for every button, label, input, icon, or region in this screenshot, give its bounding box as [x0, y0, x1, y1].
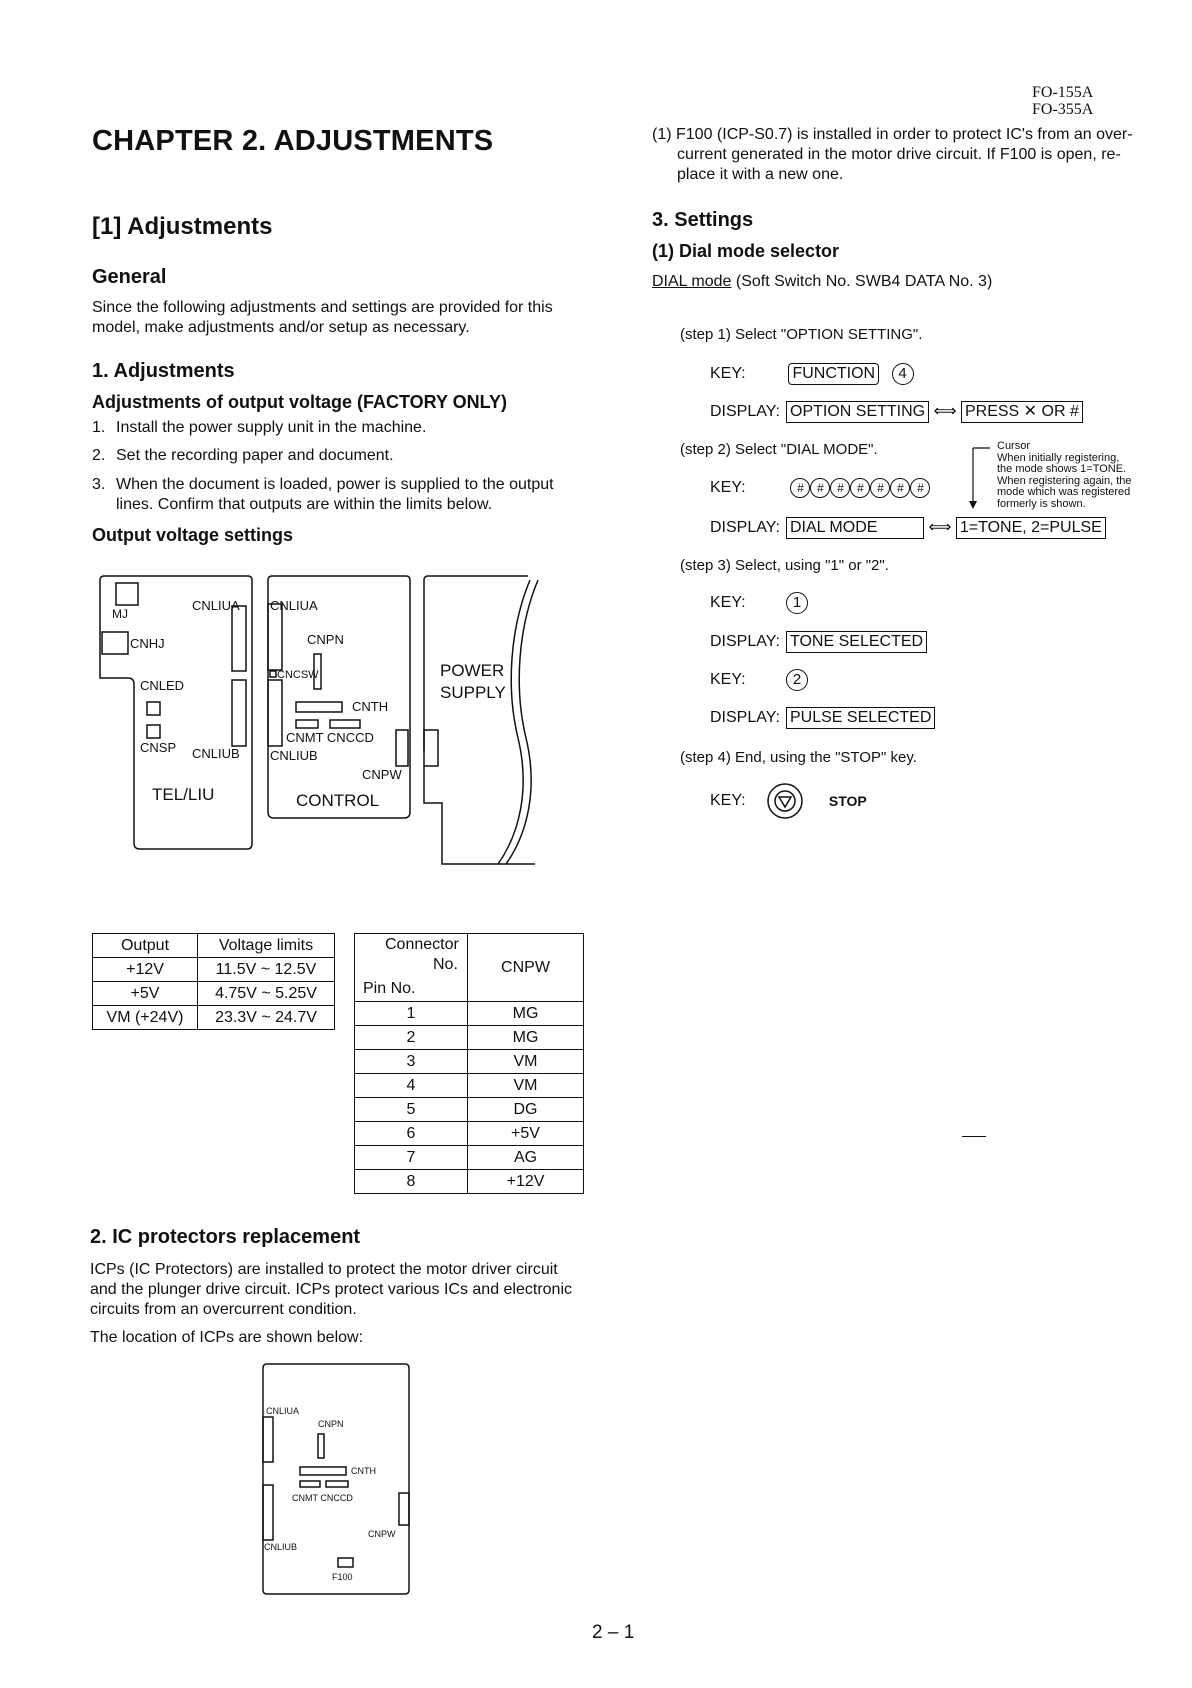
dial-mode-description [652, 272, 992, 292]
display-label: DISPLAY: [710, 633, 780, 650]
cursor-note-line: the mode shows 1=TONE. [997, 463, 1127, 475]
hash-key[interactable]: # [810, 478, 830, 498]
hash-key[interactable]: # [830, 478, 850, 498]
display-label: DISPLAY: [710, 709, 780, 726]
model-header [1032, 84, 1093, 118]
label-cnpw: CNPW [362, 767, 402, 782]
table-row [355, 1074, 584, 1098]
label-cnliua: CNLIUA [192, 598, 240, 613]
display-option-setting: OPTION SETTING [786, 401, 929, 423]
icp-label-f100: F100 [332, 1572, 353, 1582]
dial-mode-switch-info: (Soft Switch No. SWB4 DATA No. 3) [731, 273, 993, 290]
cursor-note-line: When registering again, the [997, 474, 1132, 487]
voltage-limits-table [92, 933, 335, 1030]
step-number: 2. [92, 447, 106, 464]
connector-pin-table [354, 933, 584, 1194]
stop-key-icon[interactable] [766, 782, 804, 820]
cursor-indicator-icon [965, 443, 995, 513]
display-tone-selected: TONE SELECTED [786, 631, 927, 653]
cursor-note-line: mode which was registered [997, 486, 1131, 498]
table-header-cell: Output [93, 934, 198, 958]
general-heading: General [92, 266, 167, 288]
table-cell: MG [468, 1002, 584, 1026]
step3-key-row-1 [710, 592, 808, 614]
stop-label: STOP [828, 793, 867, 809]
table-cell: 4.75V ~ 5.25V [198, 982, 335, 1006]
table-cell: AG [468, 1146, 584, 1170]
hash-key[interactable]: # [890, 478, 910, 498]
table-cell: 5 [355, 1098, 468, 1122]
icp-location-text: The location of ICPs are shown below: [90, 1329, 364, 1346]
cursor-note [997, 441, 1132, 510]
f100-note [652, 125, 1162, 185]
table-cell: +5V [468, 1122, 584, 1146]
general-text-line: Since the following adjustments and settings are provided for this [92, 299, 553, 316]
table-cell: 6 [355, 1122, 468, 1146]
table-cell: VM (+24V) [93, 1006, 198, 1030]
step2-display-row [710, 517, 1106, 539]
key-1[interactable]: 1 [786, 592, 808, 614]
label-power: POWER [440, 661, 505, 680]
table-cell: 7 [355, 1146, 468, 1170]
table-row [355, 1170, 584, 1194]
stray-mark [962, 1136, 986, 1137]
table-cell: +12V [93, 958, 198, 982]
table-cell: 23.3V ~ 24.7V [198, 1006, 335, 1030]
label-cnsp: CNSP [140, 740, 177, 755]
icp-label-cnliua: CNLIUA [266, 1406, 300, 1416]
step1-key-row [710, 363, 914, 385]
icp-location-diagram [260, 1362, 412, 1598]
general-text-line: model, make adjustments and/or setup as necessary. [92, 319, 470, 336]
output-voltage-settings-heading: Output voltage settings [92, 525, 294, 545]
note-line: (1) F100 (ICP-S0.7) is installed in order to protect IC's from an over- [652, 126, 1133, 143]
connector-header-cell [355, 934, 468, 1002]
icp-label-cnpn: CNPN [318, 1419, 344, 1429]
cursor-label: Cursor [997, 440, 1031, 452]
step1-text: (step 1) Select "OPTION SETTING". [680, 326, 923, 343]
table-row [355, 1050, 584, 1074]
table-cell: 2 [355, 1026, 468, 1050]
dial-mode-heading: (1) Dial mode selector [652, 241, 840, 261]
display-press-key: PRESS ✕ OR # [961, 401, 1083, 423]
label-supply: SUPPLY [440, 683, 506, 702]
key-label: KEY: [710, 479, 746, 497]
table-cell: VM [468, 1074, 584, 1098]
table-cell: 11.5V ~ 12.5V [198, 958, 335, 982]
model-number-2: FO-355A [1032, 101, 1094, 118]
table-cell: MG [468, 1026, 584, 1050]
table-cell: +5V [93, 982, 198, 1006]
page-number: 2 – 1 [592, 1622, 635, 1643]
step2-text: (step 2) Select "DIAL MODE". [680, 441, 878, 458]
step-text: Install the power supply unit in the machine. [116, 419, 427, 436]
connector-label: Connector [385, 936, 459, 953]
table-header-row [355, 934, 584, 1002]
key-label: KEY: [710, 594, 746, 612]
ic-text-line: circuits from an overcurrent condition. [90, 1301, 357, 1318]
label-cnmt-cnccd: CNMT CNCCD [286, 730, 374, 745]
label-cnhj: CNHJ [130, 636, 165, 651]
step-text: lines. Confirm that outputs are within the limits below. [116, 496, 493, 513]
settings-heading: 3. Settings [652, 209, 754, 231]
key-2[interactable]: 2 [786, 669, 808, 691]
step3-display-row-2 [710, 707, 935, 729]
table-row [355, 1122, 584, 1146]
label-cnled: CNLED [140, 678, 185, 693]
table-header-cell: CNPW [468, 934, 584, 1002]
display-label: DISPLAY: [710, 403, 780, 420]
step3-display-row-1 [710, 631, 927, 653]
board-layout-diagram [90, 568, 540, 868]
adjustment-steps [92, 418, 602, 518]
table-cell: 4 [355, 1074, 468, 1098]
chapter-title: CHAPTER 2. ADJUSTMENTS [92, 125, 494, 157]
table-cell: VM [468, 1050, 584, 1074]
dial-mode-link: DIAL mode [652, 273, 732, 290]
table-row [93, 982, 335, 1006]
label-cnliub: CNLIUB [192, 746, 240, 761]
ic-protectors-heading: 2. IC protectors replacement [90, 1226, 361, 1248]
step4-text: (step 4) End, using the "STOP" key. [680, 749, 917, 766]
step4-key-row [710, 782, 867, 820]
step-text: Set the recording paper and document. [116, 447, 394, 464]
step3-text: (step 3) Select, using "1" or "2". [680, 557, 889, 574]
label-cncsw: CNCSW [277, 669, 319, 681]
hash-key[interactable]: # [910, 478, 930, 498]
key-label: KEY: [710, 792, 746, 809]
model-number-1: FO-155A [1032, 84, 1094, 101]
key-label: KEY: [710, 365, 746, 383]
alternate-arrow-icon: ⟺ [928, 519, 952, 536]
label-tel-liu: TEL/LIU [152, 785, 215, 804]
hash-key[interactable]: # [870, 478, 890, 498]
table-header-cell: Voltage limits [198, 934, 335, 958]
label-control: CONTROL [296, 791, 380, 810]
label-mj: MJ [112, 607, 128, 621]
label-cnliub-control: CNLIUB [270, 748, 318, 763]
label-cnpn: CNPN [307, 632, 344, 647]
table-cell: +12V [468, 1170, 584, 1194]
general-text [92, 298, 592, 338]
label-cnliua-control: CNLIUA [270, 598, 318, 613]
step-number: 1. [92, 419, 106, 436]
adjustments-heading: 1. Adjustments [92, 360, 235, 382]
section-title-adjustments: [1] Adjustments [92, 213, 273, 240]
function-key[interactable]: FUNCTION [788, 363, 879, 385]
key-4[interactable]: 4 [892, 363, 914, 385]
table-row [355, 1002, 584, 1026]
cursor-note-line: When initially registering, [997, 451, 1120, 464]
pin-no-label: Pin No. [363, 980, 416, 997]
hash-key[interactable]: # [850, 478, 870, 498]
display-dial-mode: DIAL MODE [786, 517, 924, 539]
display-tone-pulse: 1=TONE, 2=PULSE [956, 517, 1106, 539]
step2-key-row [710, 478, 930, 498]
table-row [355, 1098, 584, 1122]
table-cell: 8 [355, 1170, 468, 1194]
table-row [355, 1146, 584, 1170]
ic-text-line: ICPs (IC Protectors) are installed to protect the motor driver circuit [90, 1261, 558, 1278]
step-text: When the document is loaded, power is supplied to the output [116, 476, 554, 493]
table-row [93, 958, 335, 982]
connector-no-label: No. [433, 956, 458, 973]
icp-label-cnmt-cnccd: CNMT CNCCD [292, 1493, 353, 1503]
hash-key[interactable]: # [790, 478, 810, 498]
label-cnth: CNTH [352, 699, 389, 714]
ic-protectors-text [90, 1260, 600, 1320]
ic-text-line: and the plunger drive circuit. ICPs protect various ICs and electronic [90, 1281, 573, 1298]
alternate-arrow-icon: ⟺ [933, 403, 957, 420]
cursor-note-line: formerly is shown. [997, 497, 1086, 510]
table-cell: 1 [355, 1002, 468, 1026]
table-cell: DG [468, 1098, 584, 1122]
table-row [355, 1026, 584, 1050]
step3-key-row-2 [710, 669, 808, 691]
note-line: place it with a new one. [677, 166, 844, 183]
step1-display-row [710, 401, 1083, 423]
display-label: DISPLAY: [710, 519, 780, 536]
table-cell: 3 [355, 1050, 468, 1074]
table-header-row [93, 934, 335, 958]
display-pulse-selected: PULSE SELECTED [786, 707, 935, 729]
key-label: KEY: [710, 671, 746, 689]
output-voltage-subheading: Adjustments of output voltage (FACTORY ONLY) [92, 392, 508, 412]
icp-label-cnliub: CNLIUB [264, 1542, 298, 1552]
table-row [93, 1006, 335, 1030]
step-number: 3. [92, 476, 106, 493]
icp-label-cnth: CNTH [351, 1466, 376, 1476]
icp-label-cnpw: CNPW [368, 1529, 396, 1539]
note-line: current generated in the motor drive circuit. If F100 is open, re- [677, 146, 1121, 163]
